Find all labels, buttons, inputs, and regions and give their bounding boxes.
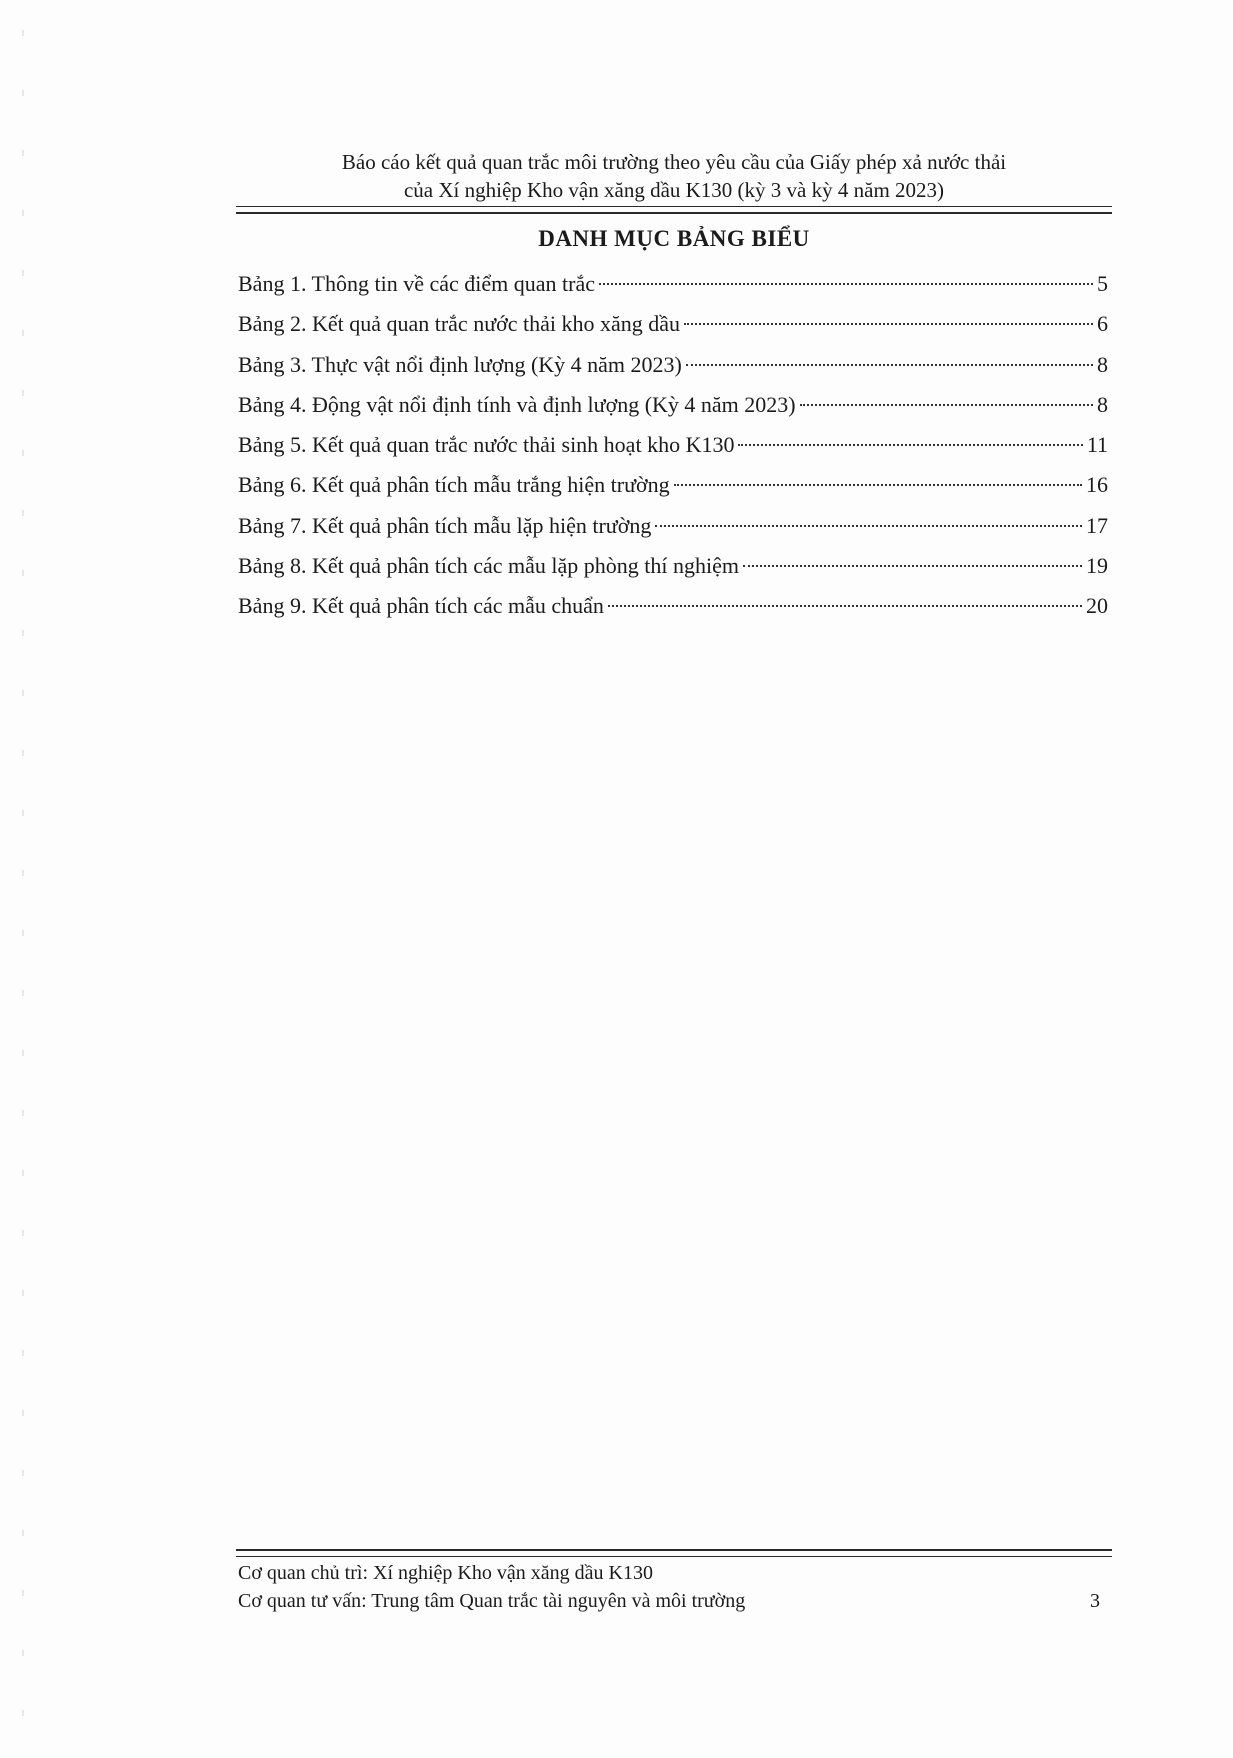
toc-entry-7[interactable] — [238, 506, 1108, 546]
toc-entry-label: Bảng 1. Thông tin về các điểm quan trắc — [238, 271, 595, 296]
toc-entry-5[interactable] — [238, 425, 1108, 465]
dot-leader — [800, 404, 1093, 406]
dot-leader — [655, 525, 1082, 527]
footer-host-agency: Cơ quan chủ trì: Xí nghiệp Kho vận xăng dầu K130 — [238, 1562, 653, 1584]
dot-leader — [738, 444, 1082, 446]
scan-edge-marks — [22, 30, 24, 1730]
table-of-tables — [238, 264, 1108, 627]
dot-leader — [686, 364, 1093, 366]
toc-entry-1[interactable] — [238, 264, 1108, 304]
toc-entry-9[interactable] — [238, 586, 1108, 626]
toc-entry-page: 17 — [1086, 512, 1108, 538]
dot-leader — [674, 484, 1082, 486]
toc-entry-8[interactable] — [238, 546, 1108, 586]
dot-leader — [599, 283, 1093, 285]
toc-entry-6[interactable] — [238, 465, 1108, 505]
toc-entry-label: Bảng 8. Kết quả phân tích các mẫu lặp phòng thí nghiệm — [238, 553, 739, 579]
footer-consultant-agency: Cơ quan tư vấn: Trung tâm Quan trắc tài nguyên và môi trường — [238, 1590, 746, 1612]
toc-entry-page: 16 — [1086, 472, 1108, 498]
toc-entry-label: Bảng 4. Động vật nổi định tính và định lượng (Kỳ 4 năm 2023) — [238, 391, 796, 417]
toc-entry-label: Bảng 7. Kết quả phân tích mẫu lặp hiện trường — [238, 512, 652, 538]
toc-entry-3[interactable] — [238, 345, 1108, 385]
toc-entry-page: 20 — [1086, 593, 1108, 619]
toc-entry-page: 8 — [1097, 391, 1108, 417]
running-header — [236, 148, 1112, 204]
toc-entry-2[interactable] — [238, 304, 1108, 344]
toc-entry-label: Bảng 5. Kết quả quan trắc nước thải sinh hoạt kho K130 — [238, 432, 735, 458]
dot-leader — [608, 605, 1082, 607]
toc-entry-page: 11 — [1086, 432, 1108, 458]
toc-entry-page: 6 — [1097, 311, 1108, 337]
header-line-2: của Xí nghiệp Kho vận xăng dầu K130 (kỳ 3 và kỳ 4 năm 2023) — [403, 178, 945, 202]
footer-double-rule — [236, 1549, 1112, 1557]
header-line-1: Báo cáo kết quả quan trắc môi trường theo yêu cầu của Giấy phép xả nước thải — [341, 150, 1007, 174]
toc-entry-label: Bảng 3. Thực vật nổi định lượng (Kỳ 4 năm 2023) — [238, 351, 682, 377]
dot-leader — [743, 565, 1082, 567]
toc-entry-label: Bảng 6. Kết quả phân tích mẫu trắng hiện trường — [238, 472, 670, 498]
header-double-rule — [236, 206, 1112, 214]
toc-entry-page: 8 — [1097, 351, 1108, 377]
toc-entry-page: 19 — [1086, 553, 1108, 579]
toc-entry-label: Bảng 9. Kết quả phân tích các mẫu chuẩn — [238, 593, 604, 619]
toc-entry-page: 5 — [1097, 271, 1108, 296]
page-number: 3 — [1090, 1590, 1100, 1612]
toc-entry-label: Bảng 2. Kết quả quan trắc nước thải kho xăng dầu — [238, 311, 681, 337]
toc-title: DANH MỤC BẢNG BIỂU — [538, 226, 810, 251]
dot-leader — [684, 323, 1093, 325]
toc-entry-4[interactable] — [238, 385, 1108, 425]
